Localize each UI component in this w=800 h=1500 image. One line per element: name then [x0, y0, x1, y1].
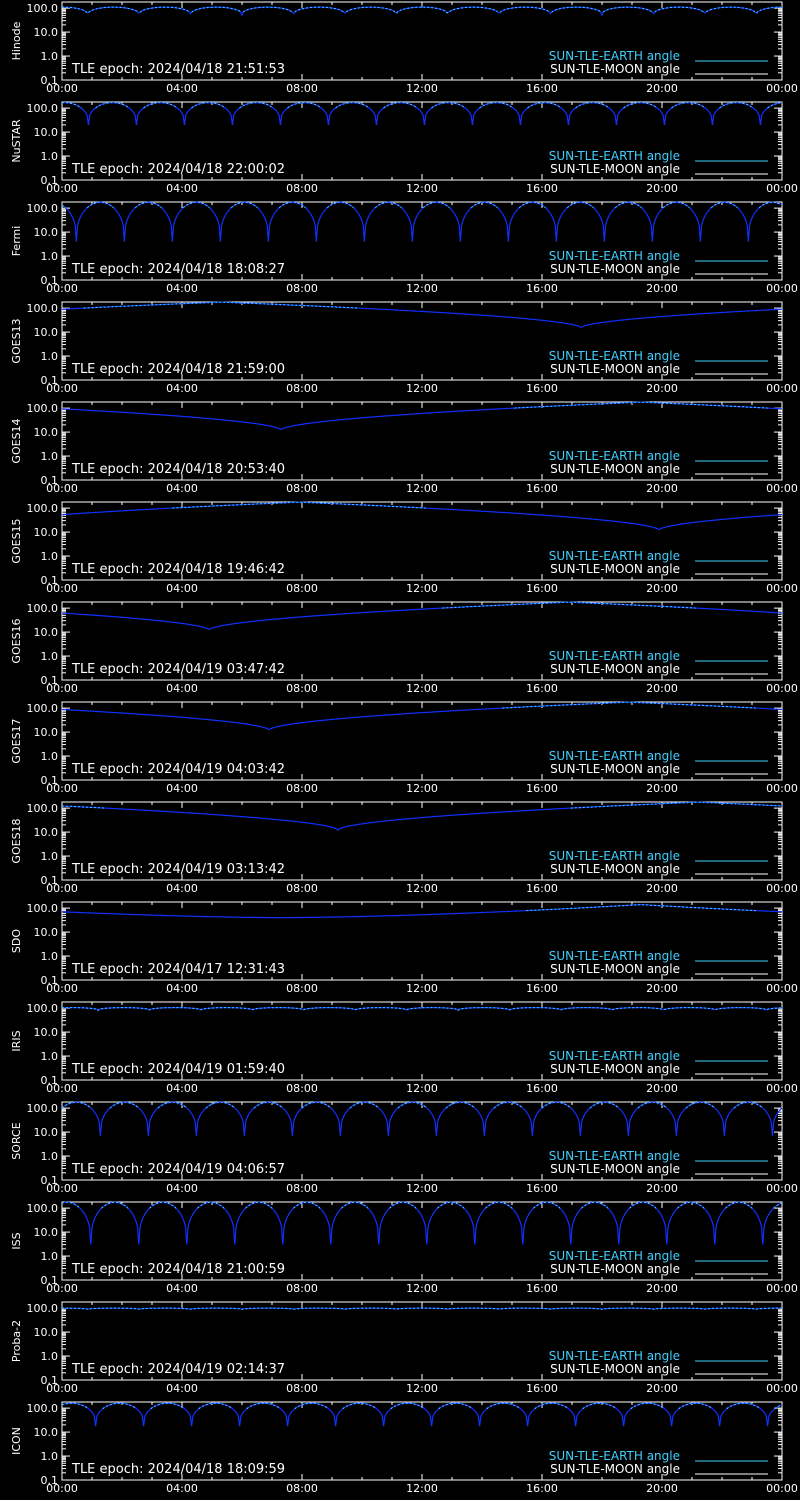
y-tick-label: 10.0	[33, 1426, 58, 1440]
x-tick-label: 04:00	[166, 1482, 198, 1495]
tle-epoch-text: TLE epoch: 2024/04/18 21:59:00	[72, 362, 286, 377]
legend-moon-label: SUN-TLE-MOON angle	[550, 1062, 680, 1076]
satellite-label: Fermi	[10, 225, 23, 257]
x-tick-label: 12:00	[406, 1482, 438, 1495]
x-tick-label: 12:00	[406, 982, 438, 995]
x-tick-label: 00:00	[766, 1082, 798, 1095]
x-tick-label: 00:00	[46, 382, 78, 395]
x-tick-label: 00:00	[766, 1382, 798, 1395]
x-tick-label: 04:00	[166, 1382, 198, 1395]
y-tick-label: 0.1	[40, 174, 58, 187]
x-tick-label: 00:00	[46, 1382, 78, 1395]
legend-moon-label: SUN-TLE-MOON angle	[550, 662, 680, 676]
legend-earth-label: SUN-TLE-EARTH angle	[548, 1349, 680, 1363]
y-tick-label: 1.0	[40, 650, 58, 664]
panel-sdo	[10, 902, 798, 995]
panel-sorce	[10, 1102, 798, 1195]
x-tick-label: 12:00	[406, 282, 438, 295]
legend-earth-label: SUN-TLE-EARTH angle	[548, 249, 680, 263]
x-tick-label: 00:00	[766, 282, 798, 295]
legend-moon-label: SUN-TLE-MOON angle	[550, 1162, 680, 1176]
x-tick-label: 00:00	[766, 982, 798, 995]
sun-tle-earth-curve	[62, 7, 782, 15]
x-tick-label: 00:00	[766, 482, 798, 495]
y-tick-label: 0.1	[40, 474, 58, 487]
x-tick-label: 20:00	[646, 382, 678, 395]
x-tick-label: 20:00	[646, 882, 678, 895]
y-tick-label: 10.0	[33, 426, 58, 440]
x-tick-label: 04:00	[166, 982, 198, 995]
tle-epoch-text: TLE epoch: 2024/04/18 22:00:02	[72, 162, 286, 177]
y-tick-label: 100.0	[26, 602, 58, 616]
tle-epoch-text: TLE epoch: 2024/04/18 20:53:40	[72, 462, 286, 477]
y-tick-label: 0.1	[40, 1274, 58, 1287]
legend-moon-label: SUN-TLE-MOON angle	[550, 1462, 680, 1476]
legend-earth-label: SUN-TLE-EARTH angle	[548, 849, 680, 863]
panel-iris	[10, 1002, 798, 1095]
panel-hinode	[10, 2, 798, 95]
x-tick-label: 20:00	[646, 1182, 678, 1195]
x-tick-label: 08:00	[286, 382, 318, 395]
tle-epoch-text: TLE epoch: 2024/04/18 18:08:27	[72, 262, 286, 277]
x-tick-label: 00:00	[46, 1082, 78, 1095]
x-tick-label: 16:00	[526, 82, 558, 95]
y-tick-label: 10.0	[33, 1226, 58, 1240]
tle-epoch-text: TLE epoch: 2024/04/19 03:13:42	[72, 862, 286, 877]
x-tick-label: 00:00	[46, 582, 78, 595]
y-tick-label: 10.0	[33, 1026, 58, 1040]
x-tick-label: 08:00	[286, 1382, 318, 1395]
x-tick-label: 00:00	[46, 782, 78, 795]
satellite-label: GOES16	[10, 618, 23, 664]
x-tick-label: 12:00	[406, 182, 438, 195]
x-tick-label: 20:00	[646, 482, 678, 495]
y-tick-label: 0.1	[40, 1074, 58, 1087]
y-tick-label: 100.0	[26, 902, 58, 916]
y-tick-label: 10.0	[33, 626, 58, 640]
x-tick-label: 08:00	[286, 1182, 318, 1195]
y-tick-label: 0.1	[40, 574, 58, 587]
x-tick-label: 04:00	[166, 482, 198, 495]
y-tick-label: 1.0	[40, 1450, 58, 1464]
x-tick-label: 08:00	[286, 782, 318, 795]
x-tick-label: 04:00	[166, 682, 198, 695]
x-tick-label: 16:00	[526, 982, 558, 995]
legend-earth-label: SUN-TLE-EARTH angle	[548, 349, 680, 363]
x-tick-label: 04:00	[166, 182, 198, 195]
x-tick-label: 20:00	[646, 1282, 678, 1295]
x-tick-label: 20:00	[646, 782, 678, 795]
y-tick-label: 100.0	[26, 302, 58, 316]
x-tick-label: 12:00	[406, 782, 438, 795]
sun-tle-earth-highlight	[442, 602, 695, 608]
x-tick-label: 20:00	[646, 982, 678, 995]
y-tick-label: 100.0	[26, 1202, 58, 1216]
x-tick-label: 12:00	[406, 482, 438, 495]
satellite-label: ISS	[10, 1232, 23, 1250]
x-tick-label: 00:00	[766, 382, 798, 395]
y-tick-label: 10.0	[33, 126, 58, 140]
legend-earth-label: SUN-TLE-EARTH angle	[548, 1449, 680, 1463]
sun-tle-earth-highlight	[502, 702, 755, 708]
x-tick-label: 20:00	[646, 182, 678, 195]
sun-tle-earth-curve	[62, 202, 782, 241]
y-tick-label: 10.0	[33, 226, 58, 240]
y-tick-label: 0.1	[40, 974, 58, 987]
sun-tle-earth-curve	[62, 1202, 782, 1244]
panel-iss	[10, 1202, 798, 1295]
satellite-label: GOES17	[10, 718, 23, 764]
panel-icon	[10, 1402, 798, 1495]
tle-epoch-text: TLE epoch: 2024/04/18 19:46:42	[72, 562, 286, 577]
x-tick-label: 00:00	[46, 1282, 78, 1295]
x-tick-label: 08:00	[286, 982, 318, 995]
x-tick-label: 04:00	[166, 1082, 198, 1095]
x-tick-label: 00:00	[46, 982, 78, 995]
x-tick-label: 12:00	[406, 82, 438, 95]
y-tick-label: 100.0	[26, 1102, 58, 1116]
satellite-label: GOES18	[10, 818, 23, 864]
tle-epoch-text: TLE epoch: 2024/04/19 04:06:57	[72, 1162, 286, 1177]
x-tick-label: 08:00	[286, 282, 318, 295]
x-tick-label: 04:00	[166, 882, 198, 895]
panel-goes16	[10, 602, 798, 695]
x-tick-label: 08:00	[286, 1482, 318, 1495]
x-tick-label: 16:00	[526, 1182, 558, 1195]
legend-moon-label: SUN-TLE-MOON angle	[550, 862, 680, 876]
x-tick-label: 16:00	[526, 782, 558, 795]
y-tick-label: 10.0	[33, 1326, 58, 1340]
y-tick-label: 1.0	[40, 1350, 58, 1364]
x-tick-label: 12:00	[406, 1082, 438, 1095]
y-tick-label: 0.1	[40, 874, 58, 887]
y-tick-label: 1.0	[40, 350, 58, 364]
tle-epoch-text: TLE epoch: 2024/04/19 01:59:40	[72, 1062, 286, 1077]
y-tick-label: 10.0	[33, 26, 58, 40]
x-tick-label: 08:00	[286, 482, 318, 495]
x-tick-label: 08:00	[286, 682, 318, 695]
y-tick-label: 0.1	[40, 1374, 58, 1387]
x-tick-label: 16:00	[526, 882, 558, 895]
x-tick-label: 20:00	[646, 582, 678, 595]
tle-epoch-text: TLE epoch: 2024/04/17 12:31:43	[72, 962, 286, 977]
x-tick-label: 16:00	[526, 1382, 558, 1395]
legend-earth-label: SUN-TLE-EARTH angle	[548, 549, 680, 563]
satellite-label: SORCE	[10, 1122, 23, 1160]
tle-epoch-text: TLE epoch: 2024/04/18 21:51:53	[72, 62, 286, 77]
x-tick-label: 00:00	[766, 82, 798, 95]
x-tick-label: 00:00	[46, 1482, 78, 1495]
y-tick-label: 1.0	[40, 50, 58, 64]
tle-epoch-text: TLE epoch: 2024/04/18 21:00:59	[72, 1262, 286, 1277]
x-tick-label: 00:00	[766, 1282, 798, 1295]
y-tick-label: 10.0	[33, 1126, 58, 1140]
x-tick-label: 00:00	[46, 182, 78, 195]
x-tick-label: 12:00	[406, 582, 438, 595]
x-tick-label: 20:00	[646, 1082, 678, 1095]
x-tick-label: 00:00	[766, 1482, 798, 1495]
y-tick-label: 0.1	[40, 674, 58, 687]
legend-earth-label: SUN-TLE-EARTH angle	[548, 1049, 680, 1063]
x-tick-label: 20:00	[646, 282, 678, 295]
legend-earth-label: SUN-TLE-EARTH angle	[548, 749, 680, 763]
y-tick-label: 1.0	[40, 950, 58, 964]
x-tick-label: 16:00	[526, 582, 558, 595]
x-tick-label: 16:00	[526, 1482, 558, 1495]
x-tick-label: 00:00	[766, 182, 798, 195]
panel-goes15	[10, 502, 798, 595]
x-tick-label: 16:00	[526, 382, 558, 395]
legend-earth-label: SUN-TLE-EARTH angle	[548, 649, 680, 663]
x-tick-label: 16:00	[526, 682, 558, 695]
sun-tle-earth-highlight	[172, 502, 425, 508]
y-tick-label: 10.0	[33, 926, 58, 940]
x-tick-label: 12:00	[406, 382, 438, 395]
y-tick-label: 100.0	[26, 402, 58, 416]
y-tick-label: 1.0	[40, 1150, 58, 1164]
y-tick-label: 100.0	[26, 802, 58, 816]
legend-earth-label: SUN-TLE-EARTH angle	[548, 449, 680, 463]
x-tick-label: 04:00	[166, 82, 198, 95]
x-tick-label: 08:00	[286, 582, 318, 595]
y-tick-label: 100.0	[26, 1402, 58, 1416]
x-tick-label: 12:00	[406, 682, 438, 695]
x-tick-label: 12:00	[406, 882, 438, 895]
y-tick-label: 10.0	[33, 726, 58, 740]
x-tick-label: 00:00	[766, 882, 798, 895]
y-tick-label: 0.1	[40, 1174, 58, 1187]
legend-moon-label: SUN-TLE-MOON angle	[550, 762, 680, 776]
satellite-label: Proba-2	[10, 1319, 23, 1363]
legend-moon-label: SUN-TLE-MOON angle	[550, 262, 680, 276]
x-tick-label: 00:00	[46, 482, 78, 495]
tle-epoch-text: TLE epoch: 2024/04/19 02:14:37	[72, 1362, 286, 1377]
y-tick-label: 100.0	[26, 702, 58, 716]
legend-moon-label: SUN-TLE-MOON angle	[550, 62, 680, 76]
x-tick-label: 16:00	[526, 1082, 558, 1095]
satellite-label: GOES14	[10, 418, 23, 464]
x-tick-label: 00:00	[46, 82, 78, 95]
x-tick-label: 16:00	[526, 182, 558, 195]
y-tick-label: 1.0	[40, 550, 58, 564]
y-tick-label: 100.0	[26, 502, 58, 516]
x-tick-label: 00:00	[766, 682, 798, 695]
sun-tle-earth-highlight	[84, 302, 359, 308]
y-tick-label: 0.1	[40, 1474, 58, 1487]
y-tick-label: 10.0	[33, 826, 58, 840]
tle-epoch-text: TLE epoch: 2024/04/18 18:09:59	[72, 1462, 286, 1477]
legend-earth-label: SUN-TLE-EARTH angle	[548, 1149, 680, 1163]
y-tick-label: 1.0	[40, 1050, 58, 1064]
x-tick-label: 20:00	[646, 82, 678, 95]
y-tick-label: 0.1	[40, 774, 58, 787]
x-tick-label: 16:00	[526, 282, 558, 295]
legend-moon-label: SUN-TLE-MOON angle	[550, 462, 680, 476]
x-tick-label: 20:00	[646, 1382, 678, 1395]
panel-goes13	[10, 302, 798, 395]
x-tick-label: 12:00	[406, 1182, 438, 1195]
x-tick-label: 00:00	[46, 882, 78, 895]
x-tick-label: 08:00	[286, 882, 318, 895]
satellite-label: GOES13	[10, 318, 23, 364]
tle-epoch-text: TLE epoch: 2024/04/19 04:03:42	[72, 762, 286, 777]
legend-moon-label: SUN-TLE-MOON angle	[550, 1362, 680, 1376]
sun-tle-earth-highlight	[62, 1308, 782, 1309]
legend-moon-label: SUN-TLE-MOON angle	[550, 362, 680, 376]
satellite-label: SDO	[10, 928, 23, 954]
y-tick-label: 100.0	[26, 1002, 58, 1016]
x-tick-label: 00:00	[766, 782, 798, 795]
x-tick-label: 20:00	[646, 1482, 678, 1495]
legend-earth-label: SUN-TLE-EARTH angle	[548, 49, 680, 63]
panel-nustar	[10, 102, 798, 195]
y-tick-label: 10.0	[33, 326, 58, 340]
x-tick-label: 04:00	[166, 382, 198, 395]
x-tick-label: 04:00	[166, 282, 198, 295]
x-tick-label: 00:00	[46, 682, 78, 695]
legend-earth-label: SUN-TLE-EARTH angle	[548, 149, 680, 163]
panel-proba-2	[10, 1302, 798, 1395]
x-tick-label: 08:00	[286, 182, 318, 195]
y-tick-label: 100.0	[26, 1302, 58, 1316]
satellite-label: NuSTAR	[10, 119, 23, 163]
panel-fermi	[10, 202, 798, 295]
panel-goes17	[10, 702, 798, 795]
y-tick-label: 1.0	[40, 150, 58, 164]
y-tick-label: 0.1	[40, 274, 58, 287]
legend-moon-label: SUN-TLE-MOON angle	[550, 562, 680, 576]
satellite-label: IRIS	[10, 1030, 23, 1052]
y-tick-label: 1.0	[40, 750, 58, 764]
y-tick-label: 1.0	[40, 450, 58, 464]
y-tick-label: 100.0	[26, 102, 58, 116]
panel-goes18	[10, 802, 798, 895]
tle-epoch-text: TLE epoch: 2024/04/19 03:47:42	[72, 662, 286, 677]
legend-earth-label: SUN-TLE-EARTH angle	[548, 949, 680, 963]
x-tick-label: 12:00	[406, 1282, 438, 1295]
y-tick-label: 100.0	[26, 2, 58, 16]
x-tick-label: 12:00	[406, 1382, 438, 1395]
y-tick-label: 100.0	[26, 202, 58, 216]
legend-moon-label: SUN-TLE-MOON angle	[550, 962, 680, 976]
x-tick-label: 00:00	[46, 1182, 78, 1195]
x-tick-label: 20:00	[646, 682, 678, 695]
sun-tle-earth-highlight	[514, 402, 767, 408]
y-tick-label: 1.0	[40, 1250, 58, 1264]
sun-tle-earth-highlight	[526, 905, 755, 911]
panel-goes14	[10, 402, 798, 495]
y-tick-label: 1.0	[40, 850, 58, 864]
x-tick-label: 00:00	[766, 1182, 798, 1195]
x-tick-label: 08:00	[286, 1282, 318, 1295]
x-tick-label: 04:00	[166, 582, 198, 595]
y-tick-label: 0.1	[40, 374, 58, 387]
x-tick-label: 16:00	[526, 482, 558, 495]
x-tick-label: 16:00	[526, 1282, 558, 1295]
satellite-label: Hinode	[10, 21, 23, 61]
satellite-label: ICON	[10, 1427, 23, 1455]
y-tick-label: 0.1	[40, 74, 58, 87]
legend-moon-label: SUN-TLE-MOON angle	[550, 162, 680, 176]
x-tick-label: 04:00	[166, 1182, 198, 1195]
x-tick-label: 04:00	[166, 782, 198, 795]
x-tick-label: 08:00	[286, 1082, 318, 1095]
x-tick-label: 00:00	[46, 282, 78, 295]
y-tick-label: 10.0	[33, 526, 58, 540]
x-tick-label: 00:00	[766, 582, 798, 595]
legend-earth-label: SUN-TLE-EARTH angle	[548, 1249, 680, 1263]
x-tick-label: 08:00	[286, 82, 318, 95]
y-tick-label: 1.0	[40, 250, 58, 264]
x-tick-label: 04:00	[166, 1282, 198, 1295]
satellite-label: GOES15	[10, 518, 23, 564]
legend-moon-label: SUN-TLE-MOON angle	[550, 1262, 680, 1276]
